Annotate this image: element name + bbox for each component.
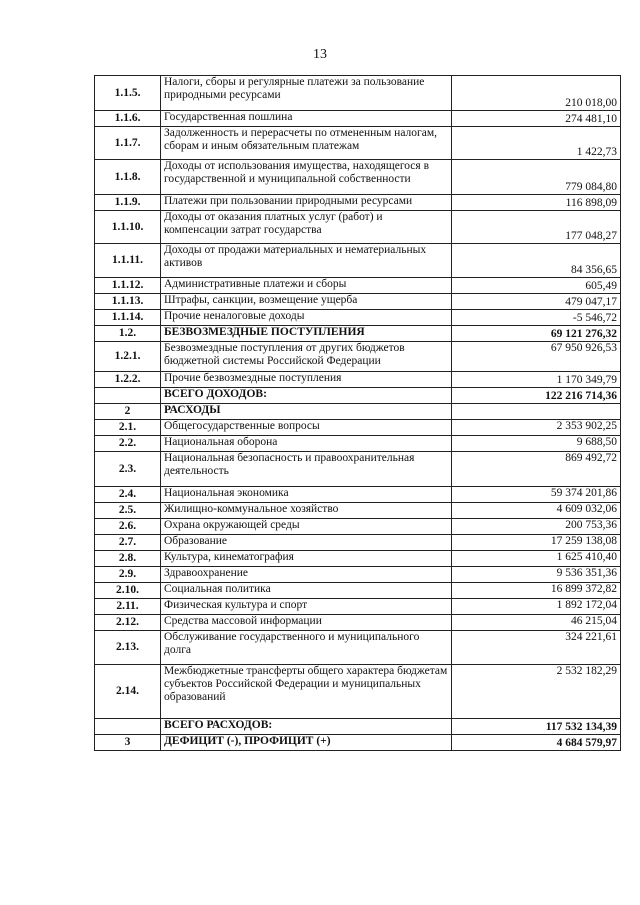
table-row (95, 436, 621, 452)
row-name: Образование (161, 535, 452, 551)
row-code: 2.14. (95, 665, 161, 719)
row-code: 1.2.1. (95, 342, 161, 372)
row-amount: 479 047,17 (452, 294, 621, 310)
row-amount: 4 684 579,97 (452, 735, 621, 751)
row-amount: 17 259 138,08 (452, 535, 621, 551)
row-amount: 116 898,09 (452, 195, 621, 211)
table-row (95, 519, 621, 535)
row-amount: 779 084,80 (452, 160, 621, 195)
row-amount: 9 688,50 (452, 436, 621, 452)
row-name: Доходы от оказания платных услуг (работ) и компенсации затрат государства (161, 211, 452, 244)
row-code: 1.1.13. (95, 294, 161, 310)
row-code: 1.2.2. (95, 372, 161, 388)
row-code: 2.11. (95, 599, 161, 615)
page-number: 13 (313, 47, 327, 62)
row-name: Здравоохранение (161, 567, 452, 583)
row-name: Административные платежи и сборы (161, 278, 452, 294)
row-amount: 1 892 172,04 (452, 599, 621, 615)
table-row (95, 76, 621, 111)
row-code: 2.9. (95, 567, 161, 583)
row-name: Культура, кинематография (161, 551, 452, 567)
row-code: 1.2. (95, 326, 161, 342)
table-row (95, 420, 621, 436)
row-name: РАСХОДЫ (161, 404, 452, 420)
row-amount: -5 546,72 (452, 310, 621, 326)
row-amount: 9 536 351,36 (452, 567, 621, 583)
row-name: Задолженность и перерасчеты по отмененным налогам, сборам и иным обязательным платежам (161, 127, 452, 160)
row-name: Прочие неналоговые доходы (161, 310, 452, 326)
row-name: Доходы от продажи материальных и нематериальных активов (161, 244, 452, 278)
row-amount: 605,49 (452, 278, 621, 294)
row-amount: 59 374 201,86 (452, 487, 621, 503)
table-row (95, 487, 621, 503)
table-row (95, 160, 621, 195)
table-row (95, 244, 621, 278)
row-name: Жилищно-коммунальное хозяйство (161, 503, 452, 519)
row-name: Штрафы, санкции, возмещение ущерба (161, 294, 452, 310)
row-code: 2.7. (95, 535, 161, 551)
row-amount: 2 532 182,29 (452, 665, 621, 719)
row-code (95, 388, 161, 404)
row-amount: 324 221,61 (452, 631, 621, 665)
table-row (95, 551, 621, 567)
row-amount: 274 481,10 (452, 111, 621, 127)
row-code: 1.1.5. (95, 76, 161, 111)
table-row (95, 631, 621, 665)
row-name: ВСЕГО ДОХОДОВ: (161, 388, 452, 404)
row-code: 2.1. (95, 420, 161, 436)
row-name: Социальная политика (161, 583, 452, 599)
row-amount: 4 609 032,06 (452, 503, 621, 519)
row-name: Межбюджетные трансферты общего характера бюджетам субъектов Российской Федерации и муниципальных образований (161, 665, 452, 719)
table-row (95, 503, 621, 519)
row-code: 1.1.10. (95, 211, 161, 244)
row-code: 2.12. (95, 615, 161, 631)
row-amount: 200 753,36 (452, 519, 621, 535)
row-name: БЕЗВОЗМЕЗДНЫЕ ПОСТУПЛЕНИЯ (161, 326, 452, 342)
row-code: 2.13. (95, 631, 161, 665)
row-code: 1.1.8. (95, 160, 161, 195)
row-code: 1.1.12. (95, 278, 161, 294)
row-amount: 16 899 372,82 (452, 583, 621, 599)
row-amount: 1 422,73 (452, 127, 621, 160)
table-row (95, 310, 621, 326)
table-row (95, 599, 621, 615)
row-name: Безвозмездные поступления от других бюджетов бюджетной системы Российской Федерации (161, 342, 452, 372)
table-row (95, 111, 621, 127)
row-name: Общегосударственные вопросы (161, 420, 452, 436)
row-name: Физическая культура и спорт (161, 599, 452, 615)
row-name: Платежи при пользовании природными ресурсами (161, 195, 452, 211)
row-code: 2.5. (95, 503, 161, 519)
row-code: 1.1.9. (95, 195, 161, 211)
row-name: Национальная безопасность и правоохранительная деятельность (161, 452, 452, 487)
row-code: 2 (95, 404, 161, 420)
table-row (95, 127, 621, 160)
row-amount: 869 492,72 (452, 452, 621, 487)
budget-table (94, 75, 621, 751)
table-row (95, 665, 621, 719)
row-code: 2.4. (95, 487, 161, 503)
budget-table-body (95, 76, 621, 751)
table-row (95, 278, 621, 294)
row-amount (452, 404, 621, 420)
row-amount: 122 216 714,36 (452, 388, 621, 404)
table-row (95, 583, 621, 599)
row-code: 3 (95, 735, 161, 751)
table-row (95, 372, 621, 388)
row-amount: 210 018,00 (452, 76, 621, 111)
table-row (95, 195, 621, 211)
row-code: 1.1.14. (95, 310, 161, 326)
row-code (95, 719, 161, 735)
row-code: 2.8. (95, 551, 161, 567)
row-amount: 84 356,65 (452, 244, 621, 278)
row-name: Охрана окружающей среды (161, 519, 452, 535)
row-amount: 117 532 134,39 (452, 719, 621, 735)
table-row (95, 452, 621, 487)
row-name: Национальная оборона (161, 436, 452, 452)
row-code: 2.2. (95, 436, 161, 452)
row-amount: 69 121 276,32 (452, 326, 621, 342)
row-code: 2.10. (95, 583, 161, 599)
table-row (95, 211, 621, 244)
table-row (95, 567, 621, 583)
table-row (95, 388, 621, 404)
row-name: Государственная пошлина (161, 111, 452, 127)
row-amount: 1 625 410,40 (452, 551, 621, 567)
table-row (95, 326, 621, 342)
row-amount: 2 353 902,25 (452, 420, 621, 436)
row-name: ВСЕГО РАСХОДОВ: (161, 719, 452, 735)
row-amount: 46 215,04 (452, 615, 621, 631)
table-row (95, 535, 621, 551)
row-code: 1.1.11. (95, 244, 161, 278)
table-row (95, 294, 621, 310)
row-name: Налоги, сборы и регулярные платежи за пользование природными ресурсами (161, 76, 452, 111)
row-name: Средства массовой информации (161, 615, 452, 631)
row-code: 1.1.7. (95, 127, 161, 160)
row-amount: 177 048,27 (452, 211, 621, 244)
row-code: 2.3. (95, 452, 161, 487)
row-code: 1.1.6. (95, 111, 161, 127)
row-amount: 1 170 349,79 (452, 372, 621, 388)
row-code: 2.6. (95, 519, 161, 535)
row-name: ДЕФИЦИТ (-), ПРОФИЦИТ (+) (161, 735, 452, 751)
row-amount: 67 950 926,53 (452, 342, 621, 372)
row-name: Доходы от использования имущества, находящегося в государственной и муниципальной собственности (161, 160, 452, 195)
row-name: Прочие безвозмездные поступления (161, 372, 452, 388)
table-row (95, 404, 621, 420)
table-row (95, 719, 621, 735)
table-row (95, 735, 621, 751)
row-name: Обслуживание государственного и муниципального долга (161, 631, 452, 665)
table-row (95, 342, 621, 372)
row-name: Национальная экономика (161, 487, 452, 503)
table-row (95, 615, 621, 631)
